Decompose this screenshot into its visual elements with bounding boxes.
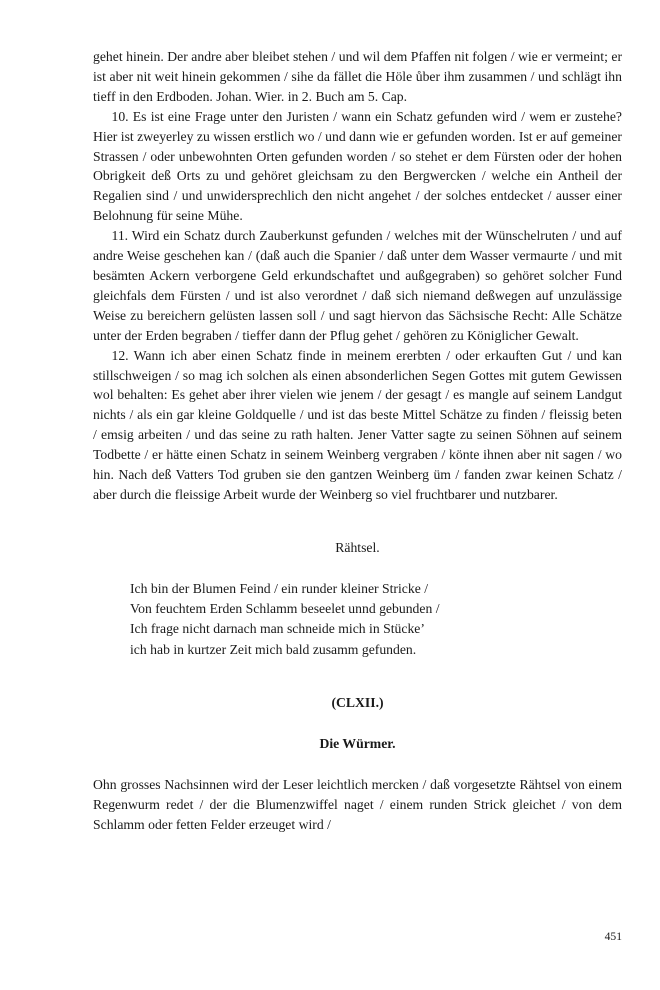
text-column: [93, 47, 622, 834]
spacer-before-verse: [93, 558, 622, 579]
verse-line: Ich bin der Blumen Feind / ein runder kleiner Stricke /: [130, 580, 429, 596]
spacer-before-chapter-body: [93, 754, 622, 775]
chapter-opening-paragraph: Ohn grosses Nachsinnen wird der Leser leichtlich mercken / daß vorgesetzte Rähtsel von einem Regenwurm redet / der die Blumenzwiffel naget / einem runden Strick gleichet / von dem Schlamm oder fetten Felder erzeuget wird /: [93, 776, 622, 832]
spacer-before-chapter-title: [93, 713, 622, 734]
riddle-verse-block: [93, 579, 622, 660]
chapter-title: Die Würmer.: [319, 735, 396, 751]
verse-line: Von feuchtem Erden Schlamm beseelet unnd gebunden /: [130, 601, 440, 617]
verse-line: ich hab in kurtzer Zeit mich bald zusamm gefunden.: [130, 641, 417, 657]
spacer-before-riddle-heading: [93, 505, 622, 538]
numbered-paragraph-12: 12. Wann ich aber einen Schatz finde in meinem ererbten / oder erkauften Gut / und kan stillschweigen / so mag ich solchen als einen absonderlichen Segen Gottes mit gutem Gewissen wol behalten: Es gehet aber ihrer vielen wie jenem / der gesagt / es mangle auf seinem Landgut nichts / als ein gar kleine Goldquelle / und ist das beste Mittel Schätze zu finden / fleissig beten / emsig arbeiten / und das seine zu rath halten. Jener Vatter sagte zu seinen Söhnen auf seinem Todbette / er hätte einen Schatz in seinem Weinberg vergraben / könte ihnen aber nit sagen / wo hin. Nach deß Vatters Tod gruben sie den gantzen Weinberg üm / fanden zwar keinen Schatz / aber durch die fleissige Arbeit wurde der Weinberg so viel fruchtbarer und nutzbarer.: [93, 347, 622, 502]
numbered-paragraph-11: 11. Wird ein Schatz durch Zauberkunst gefunden / welches mit der Wünschelruten / und auf andre Weise geschehen kan / (daß auch die Spanier / daß unter dem Wasser vermaurte / und mit besämten Ackern verborgene Geld erkundschaftet und außgegraben) so gehöret solcher Fund gleichfals dem Fürsten / und ist also verordnet / daß sich niemand deßwegen auf unzulässige Weise zu bereichern gelüsten lassen soll / und sagt hiervon das Sächsische Recht: Alle Schätze unter der Erden begraben / tieffer dann der Pflug gehet / gehören zu Königlicher Gewalt.: [93, 228, 622, 343]
continued-paragraph: gehet hinein. Der andre aber bleibet stehen / und wil dem Pfaffen nit folgen / wie er vermeint; er ist aber nit weit hinein gekommen / sihe da fället die Höle ůber ihm zusammen / und schlägt ihn tieff in den Erdboden. Johan. Wier. in 2. Buch am 5. Cap.: [93, 49, 622, 104]
verse-line: Ich frage nicht darnach man schneide mich in Stücke’: [130, 621, 425, 637]
numbered-paragraph-10: 10. Es ist eine Frage unter den Juristen / wann ein Schatz gefunden wird / wem er zustehe? Hier ist zweyerley zu wissen erstlich wo / und dann wie er gefunden worden. Ist er auf gemeiner Strassen / oder unbewohnten Orten gefunden worden / so stehet er dem Fürsten oder der hohen Obrigkeit deß Orts zu und gehöret gleichsam zu den Bergwercken / welche ein Antheil der Regalien sind / und unwidersprechlich den nicht angehet / der solches entdecket / ausser einer Belohnung für seine Mühe.: [93, 108, 622, 224]
chapter-number: (CLXII.): [331, 694, 384, 710]
riddle-heading: Rähtsel.: [335, 539, 380, 555]
spacer-before-chapter-number: [93, 660, 622, 693]
page-number: 451: [604, 930, 622, 943]
